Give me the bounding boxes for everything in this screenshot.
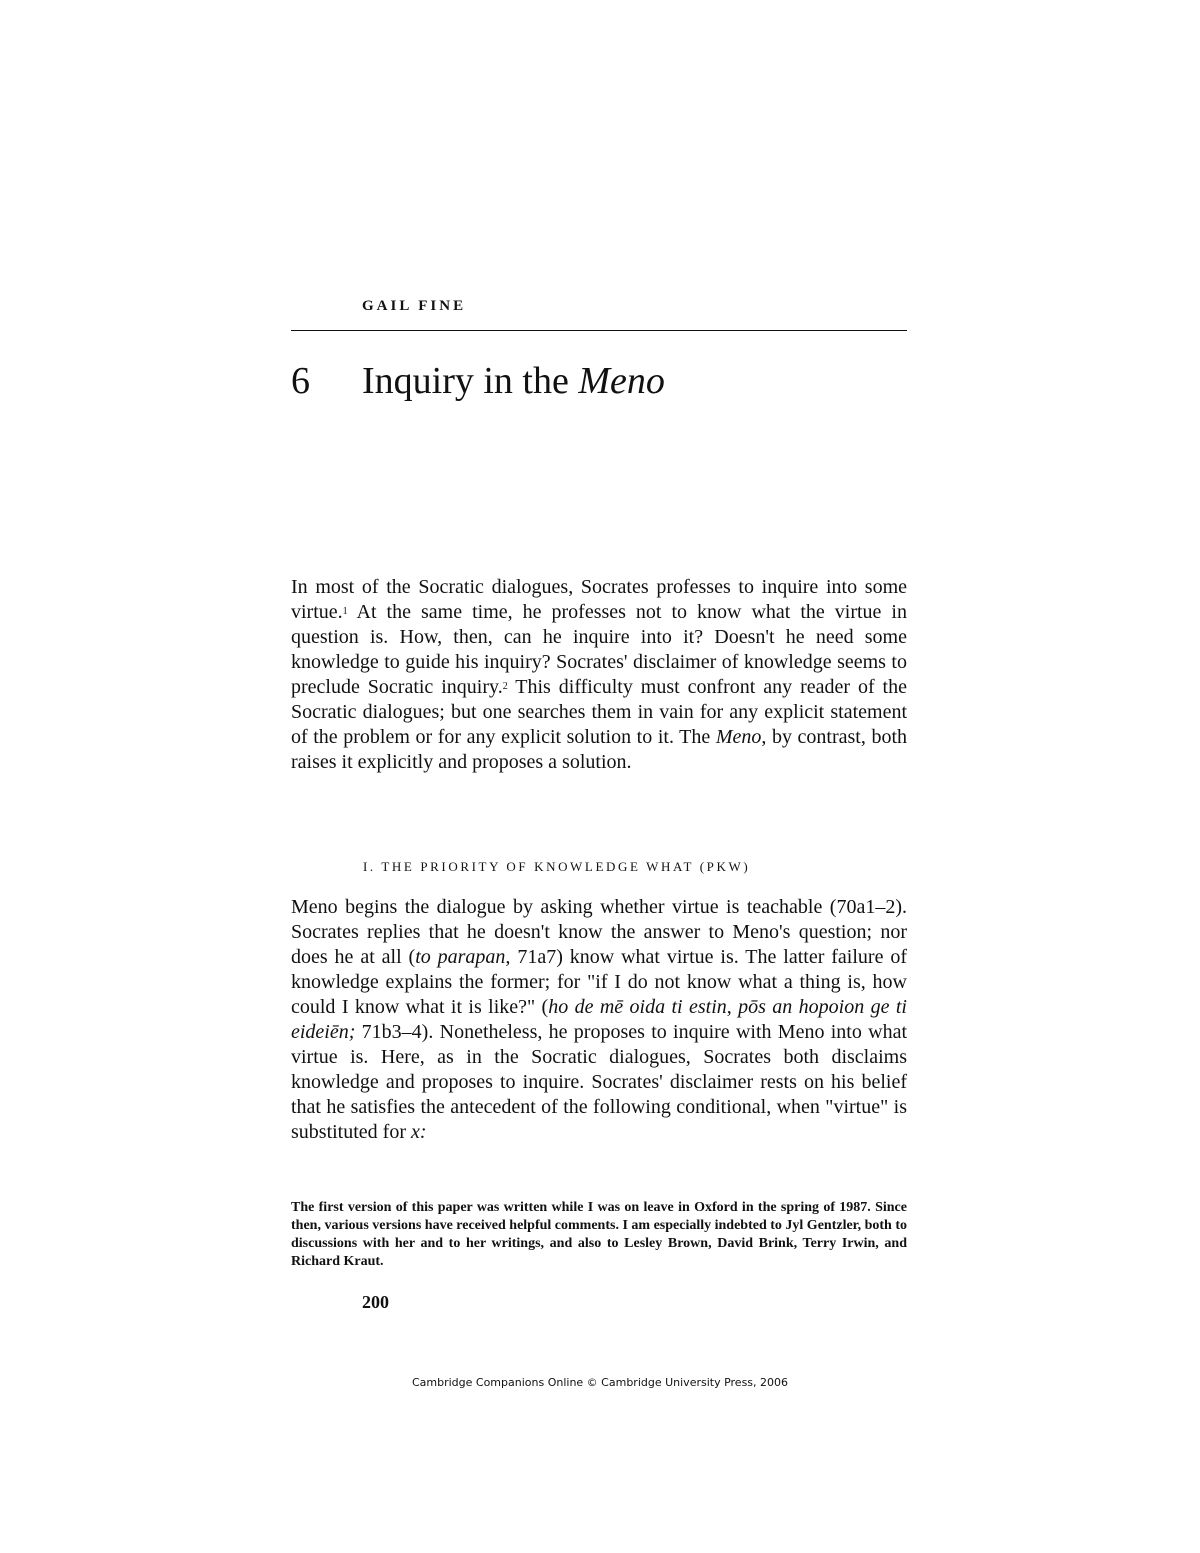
section-text-1: Meno begins the dialogue by asking whether virtue is teachable (70a1–2). Socrates replies that he doesn't know the answer to Meno's question; nor does he at all ( [291,896,907,968]
section-text-3: 71b3–4). Nonetheless, he proposes to inquire with Meno into what virtue is. Here, as in the Socratic dialogues, Socrates both disclaims knowledge and proposes to inquire. Socrates' disclaimer rests on his belief that he satisfies the antecedent of the following conditional, when "virtue" is substituted for [291,1021,907,1143]
section-italic-3: x: [411,1121,427,1143]
intro-paragraph [291,575,907,775]
intro-text-2: At the same time, he professes not to know what the virtue in question is. How, then, can he inquire into it? Doesn't he need some knowledge to guide his inquiry? Socrates' disclaimer of knowledge seems to preclude Socratic inquiry. [291,601,907,698]
intro-text-1: In most of the Socratic dialogues, Socrates professes to inquire into some virtue. [291,576,907,623]
chapter-title-meno: Meno [578,360,665,402]
chapter-title [362,360,665,402]
footnote-marker-1: 1 [342,606,348,617]
section-text-2: 71a7) know what virtue is. The latter failure of knowledge explains the former; for "if I do not know what a thing is, how could I know what it is like?" ( [291,946,907,1018]
section-italic-1: to parapan, [415,946,511,968]
intro-meno-italic: Meno [715,726,762,748]
section-heading: I. THE PRIORITY OF KNOWLEDGE WHAT (PKW) [363,859,751,874]
author-name: GAIL FINE [362,298,467,314]
chapter-number: 6 [291,360,310,402]
section-italic-2: ho de mē oida ti estin, pōs an hopoion ge ti eideiēn; [291,996,907,1043]
copyright-notice: Cambridge Companions Online © Cambridge University Press, 2006 [411,1376,789,1389]
section-paragraph [291,895,907,1145]
intro-text-4: , by contrast, both raises it explicitly and proposes a solution. [291,726,908,773]
page-number: 200 [362,1292,389,1312]
intro-text-3: This difficulty must confront any reader of the Socratic dialogues; but one searches them in vain for any explicit statement of the problem or for any explicit solution to it. The [291,676,907,748]
header-rule [291,330,907,331]
footnote: The first version of this paper was written while I was on leave in Oxford in the spring of 1987. Since then, various versions have received helpful comments. I am especially indebted to Jyl Gentzler, both to discussions with her and to her writings, and also to Lesley Brown, David Brink, Terry Irwin, and Richard Kraut. [291,1200,907,1269]
chapter-heading [291,358,665,404]
footnote-marker-2: 2 [502,681,508,692]
chapter-title-text: Inquiry in the [362,360,579,402]
